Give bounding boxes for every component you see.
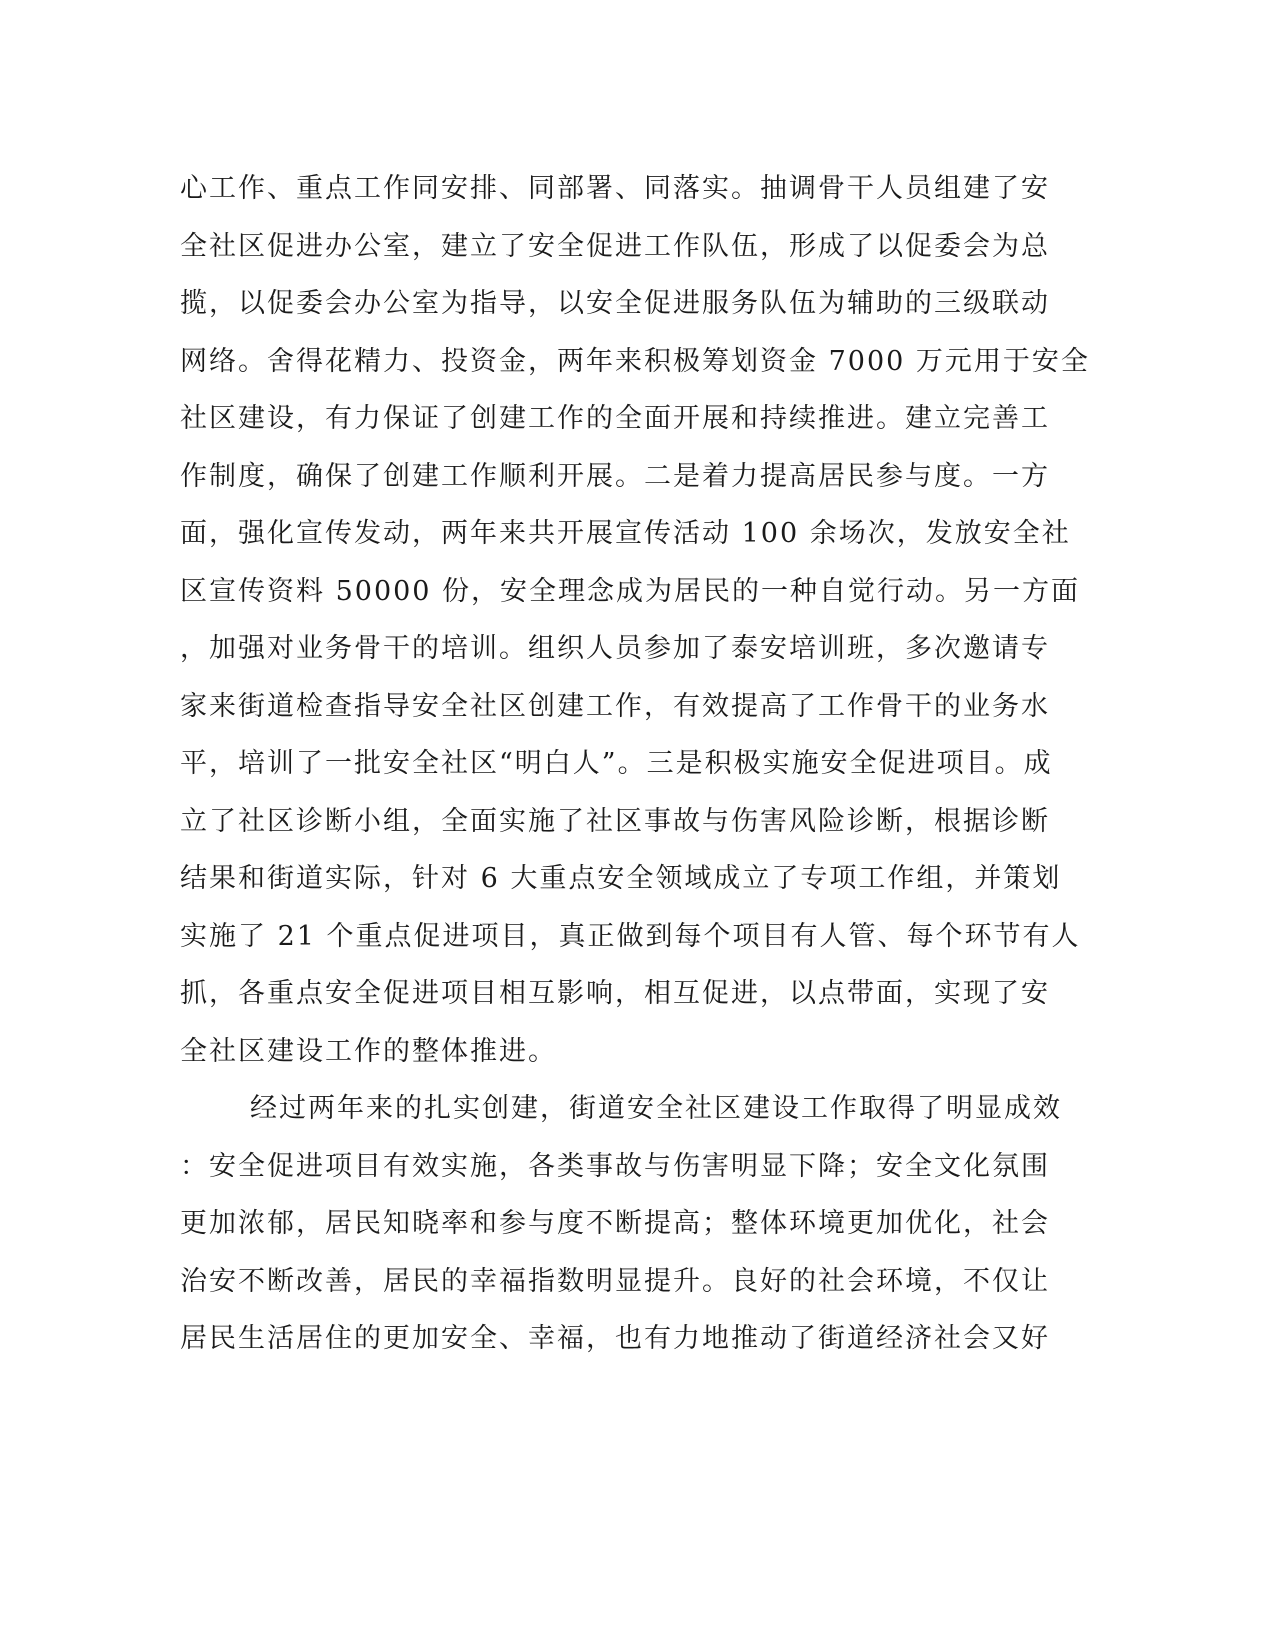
- text-line: 治安不断改善，居民的幸福指数明显提升。良好的社会环境，不仅让: [180, 1265, 1050, 1297]
- text-line: 结果和街道实际，针对 6 大重点安全领域成立了专项工作组，并策划: [180, 863, 1062, 894]
- text-line: 经过两年来的扎实创建，街道安全社区建设工作取得了明显成效: [250, 1093, 1062, 1124]
- text-line: 家来街道检查指导安全社区创建工作，有效提高了工作骨干的业务水: [180, 690, 1050, 722]
- text-line: 居民生活居住的更加安全、幸福，也有力地推动了街道经济社会又好: [180, 1323, 1050, 1354]
- text-line: 网络。舍得花精力、投资金，两年来积极筹划资金 7000 万元用于安全: [180, 345, 1090, 377]
- text-line: 揽，以促委会办公室为指导，以安全促进服务队伍为辅助的三级联动: [180, 288, 1050, 319]
- text-line: 全社区建设工作的整体推进。: [180, 1035, 557, 1067]
- paragraph-1: [180, 160, 1090, 1080]
- paragraph-2: [180, 1080, 1062, 1368]
- text-line: ，加强对业务骨干的培训。组织人员参加了泰安培训班，多次邀请专: [180, 633, 1050, 664]
- text-line: 全社区促进办公室，建立了安全促进工作队伍，形成了以促委会为总: [180, 230, 1050, 262]
- text-line: 更加浓郁，居民知晓率和参与度不断提高；整体环境更加优化，社会: [180, 1208, 1050, 1239]
- text-line: 面，强化宣传发动，两年来共开展宣传活动 100 余场次，发放安全社: [180, 518, 1071, 549]
- text-line: 心工作、重点工作同安排、同部署、同落实。抽调骨干人员组建了安: [180, 173, 1050, 204]
- text-line: 平，培训了一批安全社区“明白人”。三是积极实施安全促进项目。成: [180, 748, 1053, 779]
- text-line: 区宣传资料 50000 份，安全理念成为居民的一种自觉行动。另一方面: [180, 575, 1081, 607]
- text-line: ：安全促进项目有效实施，各类事故与伤害明显下降；安全文化氛围: [180, 1150, 1050, 1182]
- text-line: 社区建设，有力保证了创建工作的全面开展和持续推进。建立完善工: [180, 403, 1050, 434]
- text-line: 实施了 21 个重点促进项目，真正做到每个项目有人管、每个环节有人: [180, 920, 1081, 952]
- text-line: 立了社区诊断小组，全面实施了社区事故与伤害风险诊断，根据诊断: [180, 805, 1050, 837]
- text-line: 作制度，确保了创建工作顺利开展。二是着力提高居民参与度。一方: [180, 460, 1050, 492]
- body-text: [180, 160, 1090, 1368]
- text-line: 抓，各重点安全促进项目相互影响，相互促进，以点带面，实现了安: [180, 978, 1050, 1009]
